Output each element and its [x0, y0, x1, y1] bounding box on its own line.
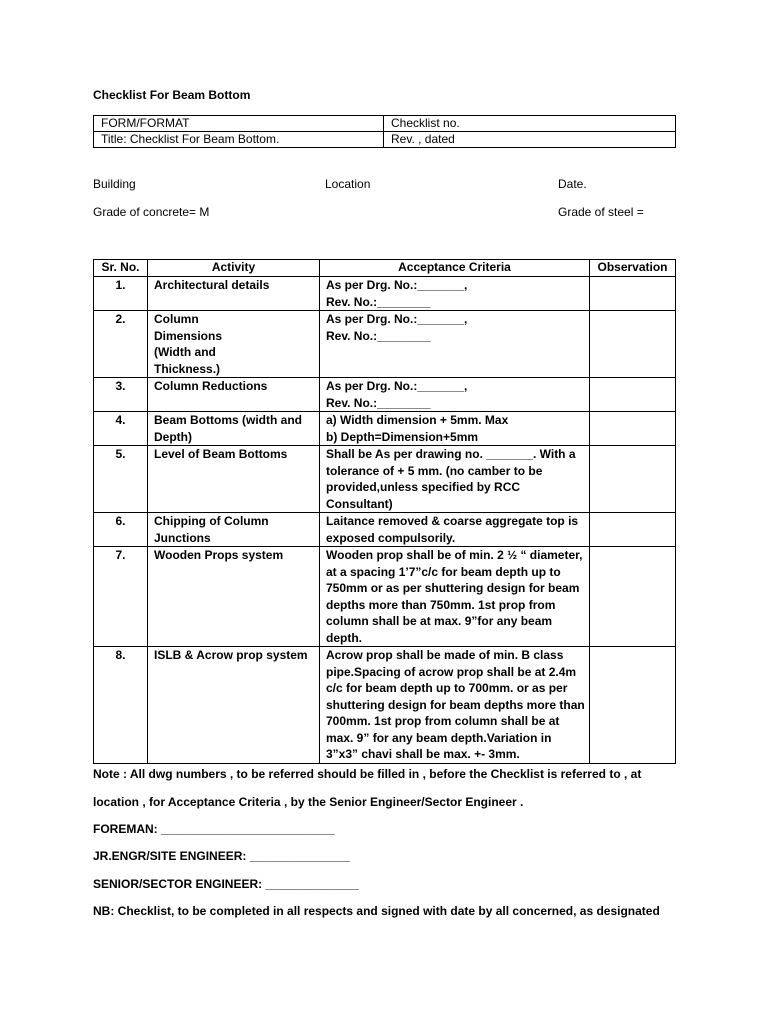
activity-cell: Column Reductions: [148, 378, 320, 412]
observation-cell[interactable]: [590, 412, 676, 446]
criteria-cell: [320, 412, 590, 446]
observation-cell[interactable]: [590, 547, 676, 647]
activity-cell: Architectural details: [148, 277, 320, 311]
table-row: [94, 446, 676, 513]
activity-cell: Column Dimensions (Width and Thickness.): [148, 311, 320, 378]
sr-no-cell: 3.: [94, 378, 148, 412]
criteria-line: Rev. No.:________: [326, 395, 431, 410]
criteria-cell: [320, 647, 590, 764]
form-header-row: [94, 116, 676, 132]
date-label: Date.: [558, 177, 587, 191]
grade-of-steel-label: Grade of steel =: [558, 205, 644, 219]
observation-cell[interactable]: [590, 311, 676, 378]
sr-no-cell: 7.: [94, 547, 148, 647]
criteria-cell: [320, 277, 590, 311]
form-format-cell: FORM/FORMAT: [94, 116, 384, 132]
observation-cell[interactable]: [590, 378, 676, 412]
building-label: Building: [93, 177, 136, 191]
activity-header: Activity: [148, 260, 320, 277]
sr-no-cell: 4.: [94, 412, 148, 446]
sr-no-cell: 5.: [94, 446, 148, 513]
revision-cell: Rev. , dated: [384, 132, 676, 148]
criteria-line: b) Depth=Dimension+5mm: [326, 429, 479, 444]
criteria-cell: [320, 378, 590, 412]
sr-no-cell: 1.: [94, 277, 148, 311]
sr-no-header: Sr. No.: [94, 260, 148, 277]
sr-no-cell: 6.: [94, 513, 148, 547]
nb-note: NB: Checklist, to be completed in all respects and signed with date by all concerned, as designated: [93, 904, 660, 918]
location-label: Location: [325, 177, 371, 191]
criteria-line: Acrow prop shall be made of min. B class pipe.Spacing of acrow prop shall be at 2.4m c/c for beam depth up to 700mm. or as per shuttering design for beam depths more than 700mm. 1st prop from column shall be at max. 9” for any beam depth.Variation in 3”x3” chavi shall be max. +- 3mm.: [326, 648, 585, 761]
observation-cell[interactable]: [590, 647, 676, 764]
table-row: [94, 277, 676, 311]
sr-no-cell: 2.: [94, 311, 148, 378]
criteria-cell: [320, 513, 590, 547]
activity-cell: Beam Bottoms (width and Depth): [148, 412, 320, 446]
activity-cell: Wooden Props system: [148, 547, 320, 647]
form-header-table: [93, 115, 676, 148]
checklist-no-cell: Checklist no.: [384, 116, 676, 132]
document-title: Checklist For Beam Bottom: [93, 88, 251, 102]
jr-engineer-signature-line: JR.ENGR/SITE ENGINEER: _______________: [93, 849, 350, 863]
criteria-line: Shall be As per drawing no. _______. With a tolerance of + 5 mm. (no camber to be provided,unless specified by RCC Consultant): [326, 447, 576, 511]
form-header-row: [94, 132, 676, 148]
foreman-signature-line: FOREMAN: __________________________: [93, 822, 335, 836]
grade-of-concrete-label: Grade of concrete= M: [93, 205, 210, 219]
checklist-header-row: [94, 260, 676, 277]
observation-cell[interactable]: [590, 277, 676, 311]
form-title-cell: Title: Checklist For Beam Bottom.: [94, 132, 384, 148]
criteria-cell: [320, 446, 590, 513]
criteria-cell: [320, 311, 590, 378]
criteria-line: Rev. No.:________: [326, 294, 431, 309]
acceptance-criteria-header: Acceptance Criteria: [320, 260, 590, 277]
observation-cell[interactable]: [590, 446, 676, 513]
activity-cell: ISLB & Acrow prop system: [148, 647, 320, 764]
note-line-2: location , for Acceptance Criteria , by the Senior Engineer/Sector Engineer .: [93, 795, 524, 809]
criteria-line: Laitance removed & coarse aggregate top is exposed compulsorily.: [326, 514, 579, 545]
senior-engineer-signature-line: SENIOR/SECTOR ENGINEER: ______________: [93, 877, 359, 891]
table-row: [94, 647, 676, 764]
table-row: [94, 311, 676, 378]
criteria-line: As per Drg. No.:_______,: [326, 312, 468, 326]
activity-cell: Level of Beam Bottoms: [148, 446, 320, 513]
table-row: [94, 412, 676, 446]
checklist-table: [93, 259, 676, 764]
table-row: [94, 378, 676, 412]
observation-cell[interactable]: [590, 513, 676, 547]
criteria-cell: [320, 547, 590, 647]
criteria-line: Rev. No.:________: [326, 328, 431, 343]
criteria-line: As per Drg. No.:_______,: [326, 278, 468, 292]
activity-cell: Chipping of Column Junctions: [148, 513, 320, 547]
criteria-line: a) Width dimension + 5mm. Max: [326, 413, 509, 427]
sr-no-cell: 8.: [94, 647, 148, 764]
observation-header: Observation: [590, 260, 676, 277]
criteria-line: Wooden prop shall be of min. 2 ½ “ diameter, at a spacing 1’7”c/c for beam depth up to 750mm or as per shuttering design for beam depths more than 750mm. 1st prop from column shall be at max. 9”for any beam depth.: [326, 548, 583, 645]
note-line-1: Note : All dwg numbers , to be referred should be filled in , before the Checklist is referred to , at: [93, 767, 642, 781]
table-row: [94, 513, 676, 547]
table-row: [94, 547, 676, 647]
criteria-line: As per Drg. No.:_______,: [326, 379, 468, 393]
